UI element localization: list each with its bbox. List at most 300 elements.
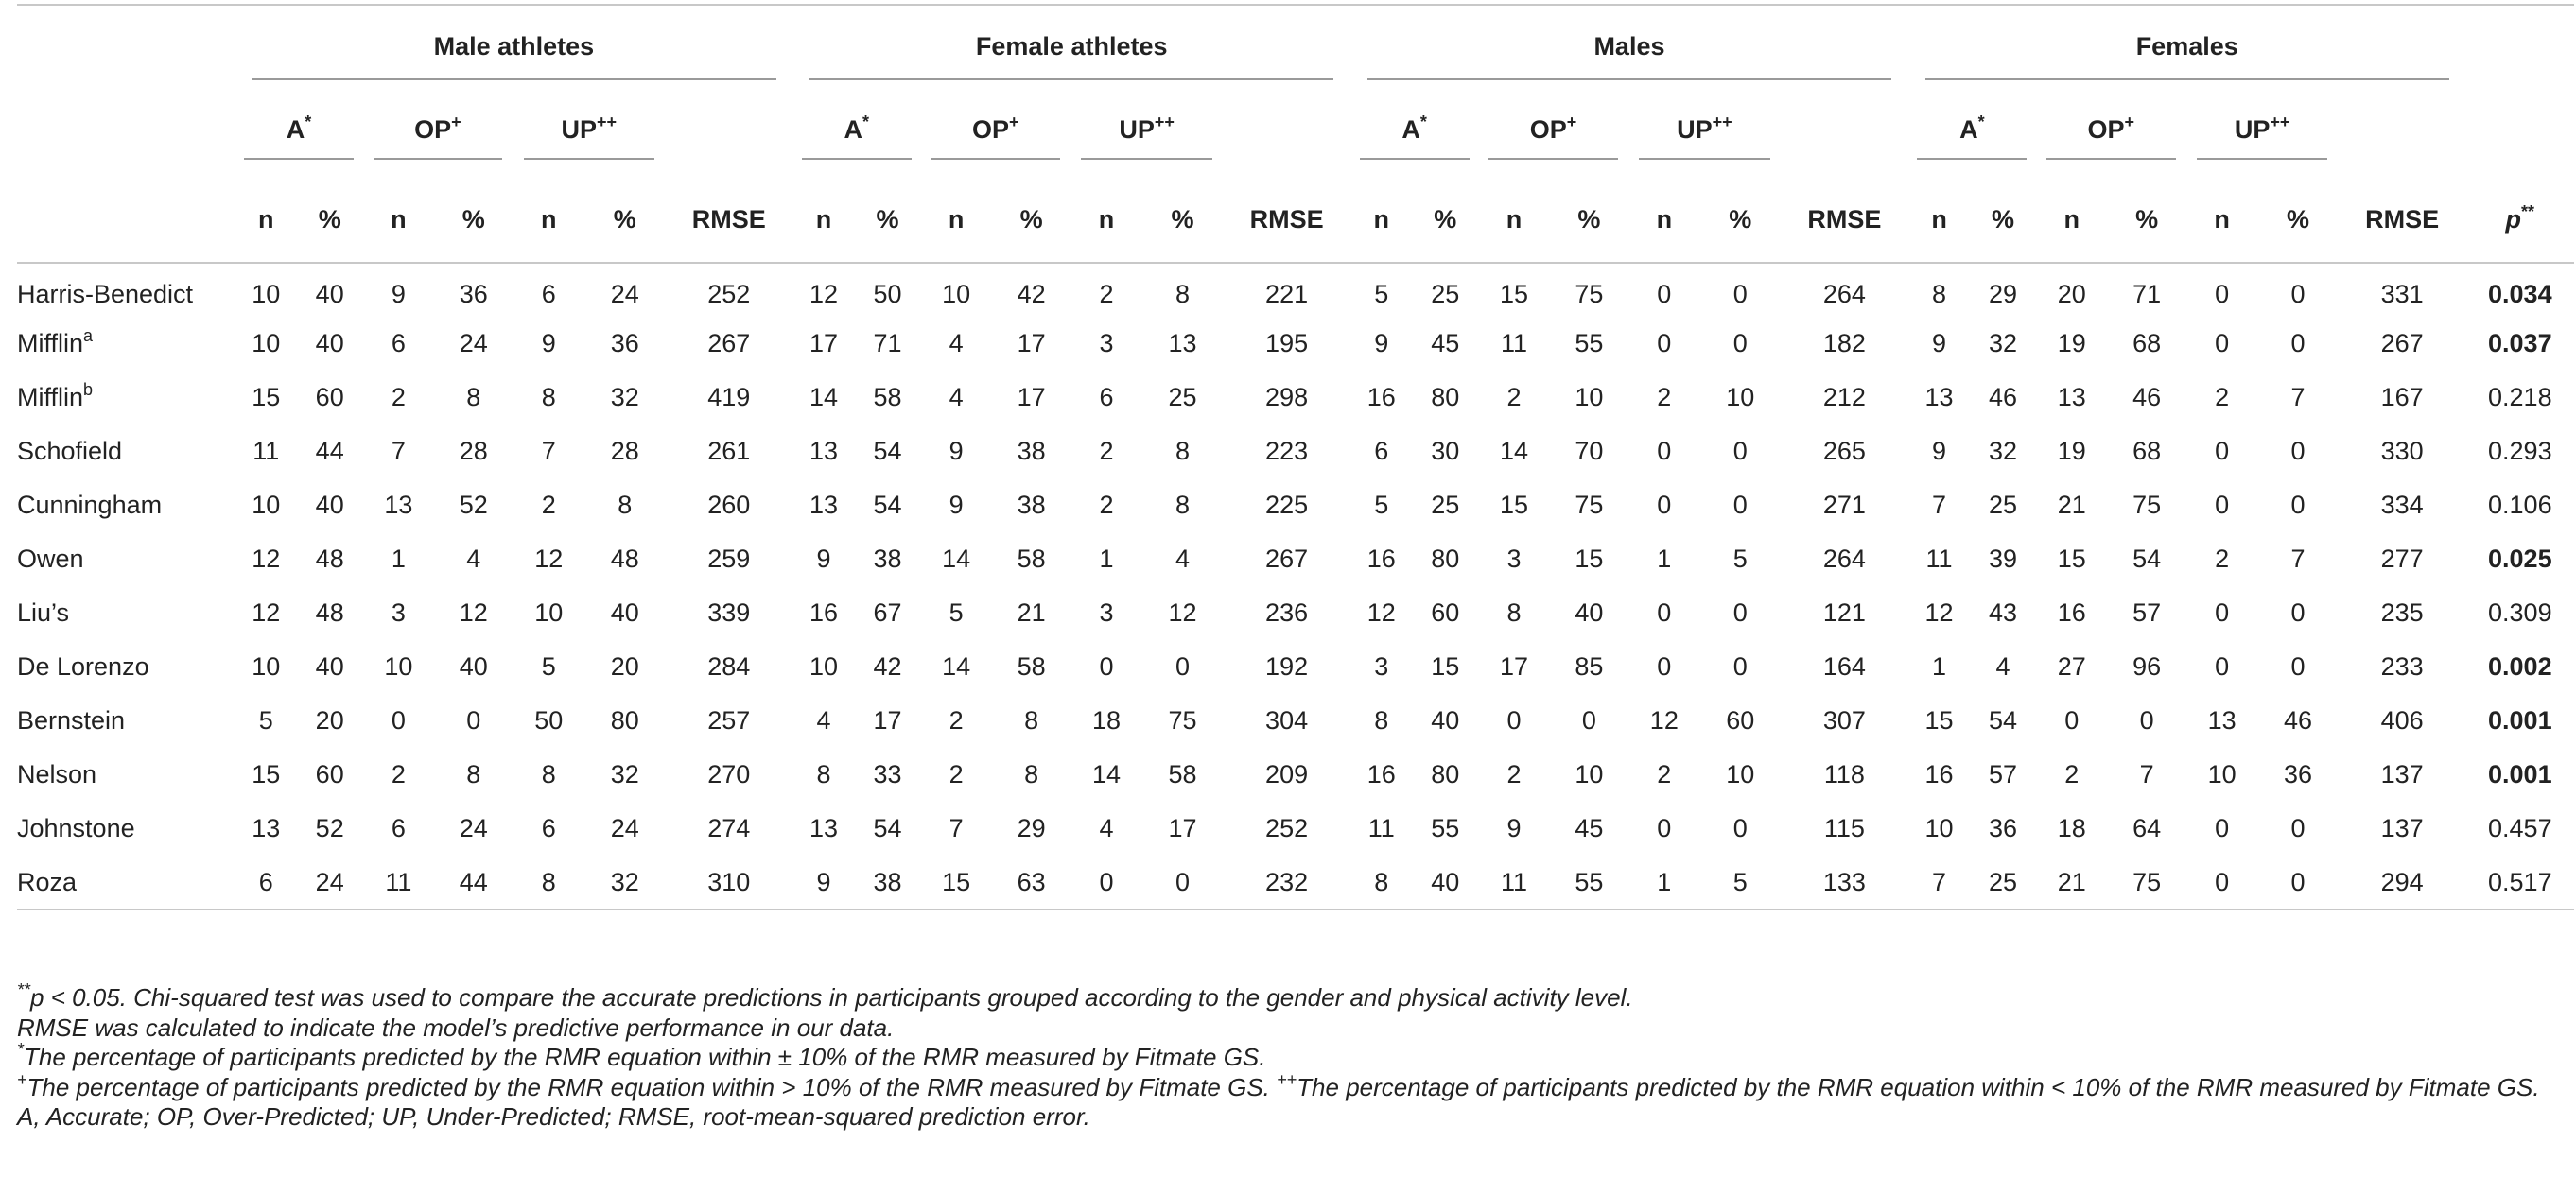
header-spacer [17, 178, 235, 263]
subgroup-abbrev: UP [2234, 114, 2271, 144]
percent-cell: 32 [1989, 437, 2018, 465]
rmse-cell: 298 [1265, 383, 1309, 411]
percent-cell: 46 [1989, 383, 2018, 411]
count-cell: 10 [252, 279, 281, 308]
subgroup-header [792, 96, 920, 178]
count-cell: 6 [391, 814, 406, 842]
col-rmse-header: RMSE [1781, 178, 1908, 263]
percent-cell: 17 [1017, 383, 1046, 411]
equation-name [17, 424, 235, 478]
group-header-label: Males [1367, 32, 1891, 80]
subgroup-header-label [1917, 112, 2027, 160]
percent-cell: 58 [873, 383, 902, 411]
count-cell: 5 [949, 598, 964, 627]
count-cell: 0 [2215, 598, 2230, 627]
subgroup-abbrev: UP [561, 114, 598, 144]
group-header-label: Females [1925, 32, 2449, 80]
table-row [17, 640, 2574, 694]
percent-cell: 0 [1732, 598, 1748, 627]
count-cell: 3 [1099, 598, 1114, 627]
table-row [17, 532, 2574, 586]
count-cell: 8 [1506, 598, 1522, 627]
footnote-rmse: RMSE was calculated to indicate the model’s predictive performance in our data. [17, 1013, 895, 1042]
equation-name [17, 478, 235, 532]
percent-cell: 8 [466, 383, 481, 411]
p-value-cell: 0.517 [2466, 856, 2574, 909]
subgroup-header-label [1081, 112, 1211, 160]
count-cell: 0 [2215, 652, 2230, 681]
count-cell: 13 [384, 491, 413, 519]
rmse-cell: 310 [665, 856, 792, 909]
rmse-cell: 192 [1265, 652, 1309, 681]
rmse-cell: 167 [2380, 383, 2424, 411]
subgroup-sup: * [1419, 112, 1427, 131]
group-header-label: Male athletes [252, 32, 775, 80]
count-cell: 8 [1374, 706, 1389, 735]
subgroup-sup: ++ [597, 112, 618, 131]
count-cell: 11 [1367, 814, 1395, 842]
percent-cell: 30 [1431, 437, 1460, 465]
percent-cell: 43 [1989, 598, 2018, 627]
col-percent-header: % [434, 178, 513, 263]
percent-cell: 36 [610, 329, 639, 357]
equation-label: Cunningham [17, 491, 163, 519]
percent-cell: 71 [873, 329, 902, 357]
percent-cell: 25 [1431, 279, 1460, 308]
count-cell: 2 [1506, 760, 1522, 788]
col-percent-header: % [1550, 178, 1628, 263]
rmse-cell: 121 [1822, 598, 1866, 627]
p-value-cell: 0.034 [2488, 279, 2552, 308]
table-row [17, 748, 2574, 802]
count-cell: 0 [2215, 279, 2230, 308]
count-cell: 16 [1924, 760, 1954, 788]
subgroup-header [2186, 96, 2339, 178]
col-n-header: n [1478, 178, 1550, 263]
count-cell: 14 [942, 545, 971, 573]
equation-label: Johnstone [17, 814, 135, 842]
percent-cell: 28 [459, 437, 488, 465]
percent-cell: 57 [2132, 598, 2162, 627]
count-cell: 15 [1924, 706, 1954, 735]
col-n-header: n [1350, 178, 1412, 263]
col-rmse-header: RMSE [1223, 178, 1350, 263]
equation-label: Owen [17, 545, 84, 573]
subgroup-sup: * [1977, 112, 1985, 131]
rmse-cell: 331 [2380, 279, 2424, 308]
count-cell: 0 [2215, 491, 2230, 519]
subgroup-abbrev: A [286, 114, 305, 144]
table-row [17, 586, 2574, 640]
rmse-cell: 137 [2380, 760, 2424, 788]
count-cell: 2 [1657, 760, 1672, 788]
count-cell: 9 [1374, 329, 1389, 357]
percent-cell: 13 [1168, 329, 1197, 357]
footnote-significance: **p < 0.05. Chi-squared test was used to compare the accurate predictions in participants grouped according to the gender and physical activity level. [17, 980, 1633, 1012]
rmse-cell: 260 [707, 491, 751, 519]
percent-cell: 32 [584, 856, 665, 909]
count-cell: 6 [1374, 437, 1389, 465]
count-cell: 14 [1499, 437, 1528, 465]
table-row [17, 371, 2574, 424]
percent-cell: 0 [1732, 437, 1748, 465]
count-cell: 9 [816, 545, 831, 573]
count-cell: 9 [391, 279, 406, 308]
col-n-header: n [1908, 178, 1970, 263]
count-cell: 19 [2057, 329, 2086, 357]
col-percent-header: % [992, 178, 1070, 263]
equation-sup: a [83, 326, 94, 346]
percent-cell: 21 [1017, 598, 1046, 627]
percent-cell: 0 [2290, 491, 2306, 519]
percent-cell: 48 [610, 545, 639, 573]
rmse-cell: 164 [1822, 652, 1866, 681]
col-p-label: p [2505, 205, 2522, 234]
col-n-header: n [1070, 178, 1142, 263]
col-percent-header: % [1413, 178, 1479, 263]
group-header [1350, 15, 1908, 96]
count-cell: 5 [1374, 491, 1389, 519]
header-spacer [17, 96, 235, 178]
percent-cell: 15 [1431, 652, 1460, 681]
percent-cell: 58 [1168, 760, 1197, 788]
count-cell: 0 [1657, 814, 1672, 842]
count-cell: 27 [2057, 652, 2086, 681]
col-percent-header: % [297, 178, 363, 263]
count-cell: 12 [252, 598, 281, 627]
rmse-cell: 339 [707, 598, 751, 627]
subgroup-abbrev: UP [1677, 114, 1713, 144]
count-cell: 13 [252, 814, 281, 842]
percent-cell: 0 [2290, 279, 2306, 308]
percent-cell: 36 [1989, 814, 2018, 842]
percent-cell: 75 [2132, 491, 2162, 519]
table-row [17, 694, 2574, 748]
equation-sup: b [83, 380, 94, 400]
percent-cell: 36 [459, 279, 488, 308]
subgroup-abbrev: UP [1119, 114, 1155, 144]
percent-cell: 0 [1732, 491, 1748, 519]
percent-cell: 0 [1142, 856, 1223, 909]
count-cell: 2 [1099, 491, 1114, 519]
percent-cell: 0 [2257, 856, 2338, 909]
col-percent-header: % [584, 178, 665, 263]
count-cell: 8 [816, 760, 831, 788]
equation-name [17, 532, 235, 586]
count-cell: 10 [2207, 760, 2237, 788]
count-cell: 2 [391, 760, 406, 788]
rmse-cell: 233 [2380, 652, 2424, 681]
percent-cell: 17 [1017, 329, 1046, 357]
count-cell: 9 [949, 437, 964, 465]
col-rmse-header: RMSE [2339, 178, 2466, 263]
subgroup-sup: + [1566, 112, 1577, 131]
col-p-sup: ** [2521, 202, 2535, 222]
count-cell: 3 [1099, 329, 1114, 357]
rmse-cell: 406 [2380, 706, 2424, 735]
table-row [17, 856, 2574, 909]
percent-cell: 24 [610, 814, 639, 842]
subgroup-header-label [802, 112, 912, 160]
count-cell: 16 [1366, 545, 1396, 573]
percent-cell: 40 [1413, 856, 1479, 909]
subgroup-abbrev: A [844, 114, 863, 144]
count-cell: 6 [235, 856, 297, 909]
rmse-cell: 221 [1265, 279, 1309, 308]
count-cell: 17 [809, 329, 839, 357]
rmse-cell: 182 [1822, 329, 1866, 357]
rmse-cell: 118 [1823, 760, 1865, 788]
count-cell: 13 [809, 491, 839, 519]
group-header [1908, 15, 2466, 96]
percent-cell: 80 [610, 706, 639, 735]
percent-cell: 75 [2108, 856, 2186, 909]
header-row-groups [17, 15, 2574, 96]
count-cell: 21 [2036, 856, 2108, 909]
subgroup-sup: * [305, 112, 312, 131]
p-value-cell: 0.293 [2488, 437, 2552, 465]
subgroup-sup: * [862, 112, 870, 131]
count-cell: 1 [1628, 856, 1700, 909]
count-cell: 0 [1657, 598, 1672, 627]
percent-cell: 75 [1575, 279, 1604, 308]
count-cell: 2 [2215, 383, 2230, 411]
percent-cell: 7 [2290, 383, 2306, 411]
equation-name [17, 802, 235, 856]
percent-cell: 4 [1995, 652, 2010, 681]
count-cell: 8 [541, 760, 556, 788]
count-cell: 12 [252, 545, 281, 573]
rmse-cell: 264 [1822, 545, 1866, 573]
percent-cell: 45 [1575, 814, 1604, 842]
count-cell: 1 [1657, 545, 1672, 573]
count-cell: 7 [541, 437, 556, 465]
count-cell: 0 [2215, 329, 2230, 357]
count-cell: 15 [2057, 545, 2086, 573]
subgroup-header [1478, 96, 1628, 178]
percent-cell: 17 [873, 706, 902, 735]
percent-cell: 60 [315, 760, 344, 788]
count-cell: 7 [1908, 856, 1970, 909]
rmse-cell: 267 [2380, 329, 2424, 357]
percent-cell: 28 [610, 437, 639, 465]
rmse-cell: 232 [1223, 856, 1350, 909]
percent-cell: 57 [1989, 760, 2018, 788]
count-cell: 16 [2057, 598, 2086, 627]
percent-cell: 0 [2290, 329, 2306, 357]
count-cell: 8 [1350, 856, 1412, 909]
col-p-header [2466, 178, 2574, 263]
count-cell: 3 [391, 598, 406, 627]
subgroup-sup: ++ [1154, 112, 1175, 131]
col-percent-header: % [1700, 178, 1781, 263]
percent-cell: 0 [466, 706, 481, 735]
percent-cell: 0 [2290, 814, 2306, 842]
percent-cell: 24 [459, 814, 488, 842]
count-cell: 13 [1924, 383, 1954, 411]
percent-cell: 4 [1175, 545, 1191, 573]
subgroup-header-label [1488, 112, 1618, 160]
count-cell: 6 [541, 814, 556, 842]
rmse-cell: 235 [2380, 598, 2424, 627]
p-value-cell: 0.001 [2488, 760, 2552, 788]
percent-cell: 60 [315, 383, 344, 411]
rmse-cell: 294 [2339, 856, 2466, 909]
subgroup-header-label [2197, 112, 2327, 160]
percent-cell: 10 [1726, 760, 1755, 788]
percent-cell: 64 [2132, 814, 2162, 842]
percent-cell: 46 [2284, 706, 2313, 735]
subgroup-header [513, 96, 665, 178]
subgroup-abbrev: OP [2087, 114, 2125, 144]
equation-name [17, 856, 235, 909]
percent-cell: 17 [1168, 814, 1197, 842]
rmse-cell: 209 [1265, 760, 1309, 788]
rmse-cell: 212 [1822, 383, 1866, 411]
rmse-cell: 257 [707, 706, 751, 735]
percent-cell: 38 [1017, 491, 1046, 519]
equation-name [17, 694, 235, 748]
percent-cell: 10 [1575, 760, 1604, 788]
subgroup-header-label [374, 112, 503, 160]
p-value-cell: 0.106 [2488, 491, 2552, 519]
count-cell: 0 [1099, 652, 1114, 681]
count-cell: 14 [809, 383, 839, 411]
p-value-cell: 0.001 [2488, 706, 2552, 735]
percent-cell: 7 [2139, 760, 2154, 788]
count-cell: 14 [1092, 760, 1122, 788]
percent-cell: 96 [2132, 652, 2162, 681]
rmse-cell: 223 [1265, 437, 1309, 465]
percent-cell: 54 [2132, 545, 2162, 573]
equation-label: Mifflin [17, 329, 84, 357]
count-cell: 13 [809, 437, 839, 465]
subgroup-header [2036, 96, 2186, 178]
count-cell: 13 [809, 814, 839, 842]
percent-cell: 40 [610, 598, 639, 627]
footnote-accurate: *The percentage of participants predicted by the RMR equation within ± 10% of the RMR measured by Fitmate GS. [17, 1040, 1266, 1071]
percent-cell: 58 [1017, 545, 1046, 573]
p-value-cell: 0.025 [2488, 545, 2552, 573]
col-n-header: n [1628, 178, 1700, 263]
p-value-cell: 0.002 [2488, 652, 2552, 681]
percent-cell: 8 [466, 760, 481, 788]
subgroup-abbrev: A [1401, 114, 1420, 144]
count-cell: 0 [2215, 814, 2230, 842]
count-cell: 10 [534, 598, 564, 627]
rmse-cell: 267 [1265, 545, 1309, 573]
rmse-cell: 195 [1265, 329, 1309, 357]
percent-cell: 10 [1575, 383, 1604, 411]
percent-cell: 54 [873, 491, 902, 519]
percent-cell: 52 [459, 491, 488, 519]
subgroup-header-label [1360, 112, 1470, 160]
percent-cell: 48 [315, 545, 344, 573]
count-cell: 15 [920, 856, 992, 909]
equation-label: De Lorenzo [17, 652, 149, 681]
percent-cell: 0 [1732, 652, 1748, 681]
subgroup-abbrev: OP [1529, 114, 1567, 144]
percent-cell: 8 [1175, 491, 1191, 519]
table-row [17, 478, 2574, 532]
count-cell: 0 [1657, 279, 1672, 308]
equation-name [17, 317, 235, 371]
count-cell: 0 [1506, 706, 1522, 735]
col-n-header: n [235, 178, 297, 263]
count-cell: 13 [2207, 706, 2237, 735]
count-cell: 2 [1657, 383, 1672, 411]
count-cell: 3 [1374, 652, 1389, 681]
table-footnotes [17, 980, 2570, 1133]
subgroup-header-label [244, 112, 354, 160]
percent-cell: 38 [873, 545, 902, 573]
header-spacer [17, 15, 235, 96]
p-value-cell: 0.457 [2488, 814, 2552, 842]
percent-cell: 0 [1581, 706, 1596, 735]
table-top-rule [17, 4, 2574, 6]
count-cell: 20 [2057, 279, 2086, 308]
equation-label: Nelson [17, 760, 97, 788]
count-cell: 0 [2215, 437, 2230, 465]
percent-cell: 8 [618, 491, 633, 519]
rmse-cell: 265 [1822, 437, 1866, 465]
p-value-cell: 0.309 [2488, 598, 2552, 627]
count-cell: 8 [541, 383, 556, 411]
count-cell: 12 [1649, 706, 1679, 735]
percent-cell: 58 [1017, 652, 1046, 681]
percent-cell: 45 [1431, 329, 1460, 357]
col-percent-header: % [1970, 178, 2036, 263]
count-cell: 2 [1099, 279, 1114, 308]
rmse-cell: 419 [707, 383, 751, 411]
rmse-cell: 252 [707, 279, 751, 308]
percent-cell: 25 [1970, 856, 2036, 909]
count-cell: 9 [792, 856, 854, 909]
percent-cell: 80 [1431, 383, 1460, 411]
col-percent-header: % [2108, 178, 2186, 263]
footnote-abbreviations: A, Accurate; OP, Over-Predicted; UP, Under-Predicted; RMSE, root-mean-squared prediction error. [17, 1102, 1090, 1131]
count-cell: 50 [534, 706, 564, 735]
count-cell: 0 [2064, 706, 2080, 735]
col-n-header: n [920, 178, 992, 263]
percent-cell: 7 [2290, 545, 2306, 573]
count-cell: 4 [949, 329, 964, 357]
col-percent-header: % [855, 178, 921, 263]
count-cell: 9 [1932, 329, 1947, 357]
rmse-cell: 334 [2380, 491, 2424, 519]
count-cell: 6 [541, 279, 556, 308]
count-cell: 9 [949, 491, 964, 519]
count-cell: 4 [816, 706, 831, 735]
percent-cell: 63 [992, 856, 1070, 909]
equation-name [17, 748, 235, 802]
col-n-header: n [792, 178, 854, 263]
rmse-cell: 261 [707, 437, 751, 465]
percent-cell: 20 [610, 652, 639, 681]
count-cell: 7 [1932, 491, 1947, 519]
percent-cell: 24 [297, 856, 363, 909]
count-cell: 14 [942, 652, 971, 681]
rmse-cell: 271 [1822, 491, 1866, 519]
count-cell: 18 [2057, 814, 2086, 842]
p-value-cell: 0.218 [2488, 383, 2552, 411]
percent-cell: 0 [1175, 652, 1191, 681]
count-cell: 12 [1924, 598, 1954, 627]
count-cell: 12 [534, 545, 564, 573]
count-cell: 11 [1500, 329, 1527, 357]
col-n-header: n [513, 178, 584, 263]
subgroup-header [920, 96, 1070, 178]
